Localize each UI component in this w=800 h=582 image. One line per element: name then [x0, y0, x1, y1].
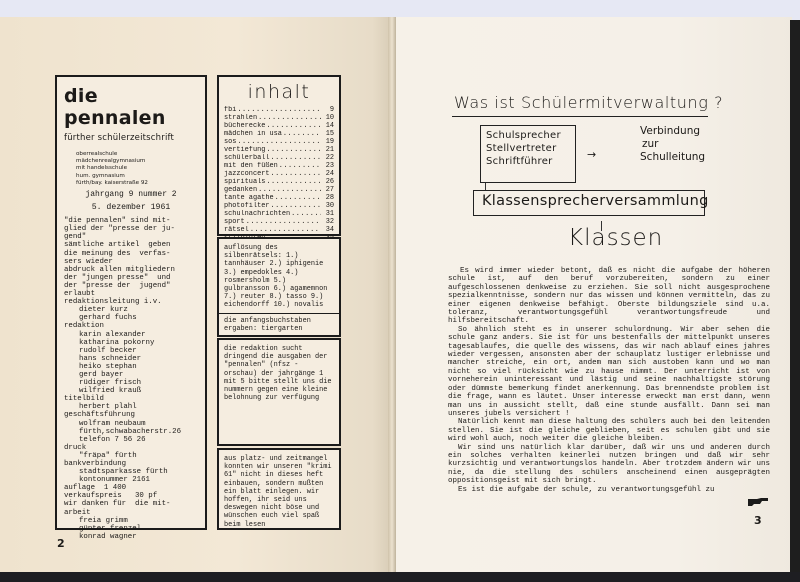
school-list — [76, 151, 198, 187]
credit-line: kontonummer 2161 — [79, 476, 150, 485]
toc-leader-dots — [237, 106, 321, 114]
credit-line: auflage 1 400 — [64, 484, 127, 493]
connection-text: zur — [642, 138, 659, 150]
toc-entry — [224, 170, 334, 178]
toc-leader-dots — [258, 186, 321, 194]
credit-line: der "presse der jugend" — [64, 281, 171, 290]
toc-entry — [224, 218, 334, 226]
toc-entry-page: 14 — [325, 122, 334, 130]
credit-line: verkaufspreis 30 pf — [64, 492, 158, 501]
toc-entry-page: 32 — [325, 218, 334, 226]
credit-line: herbert plahl — [79, 403, 137, 412]
toc-leader-dots — [237, 138, 321, 146]
school-name: mit handelsschule — [76, 165, 128, 172]
divider — [219, 313, 339, 314]
toc-entry-title: jazzconcert — [224, 170, 270, 178]
credit-line: katharina pokorny — [79, 338, 155, 347]
credit-line: wilfried krauß — [79, 387, 142, 396]
credit-line: die meinung des verfas- — [64, 249, 171, 258]
school-leadership-connection — [640, 125, 705, 164]
toc-entry — [224, 106, 334, 114]
toc-entry — [224, 154, 334, 162]
credit-line: karin alexander — [79, 330, 146, 339]
toc-leader-dots — [271, 202, 322, 210]
toc-entry-title: mädchen in usa — [224, 130, 282, 138]
toc-entry-title: schulnachrichten — [224, 210, 291, 218]
table-of-contents — [217, 75, 341, 236]
page-number-right: 3 — [754, 514, 762, 527]
credit-line: gerhard fuchs — [79, 314, 137, 323]
krimi-notice-box — [217, 448, 341, 530]
issue-date: 5. dezember 1961 — [91, 203, 171, 213]
redaktion-notice: die redaktion sucht dringend die ausgaben der "pennalen" (nfsz - orschau) der jahrgänge 1 mit 5 bitte stellt uns die nummern gegen eine kleine belohnung zur verfügung — [224, 345, 332, 403]
article-paragraph: Natürlich kennt man diese haltung des schülers auch bei den leitenden stellen. Sie ist die gleiche geblieben, seit es schulen gibt und sie wird wohl auch, noch weiter die gleiche bleiben. — [448, 418, 770, 444]
toc-entry — [224, 162, 334, 170]
article-paragraph: Es wird immer wieder betont, daß es nicht die aufgabe der höheren schule ist, auf den beruf vorzubereiten, sondern zu einer aufgeschlossenen denkweise zu erziehen. Sie soll nicht ausgesprochene spezialkenntnisse, sondern nur das wissen und können vermitteln, das zu einer eigenen denkweise befähigt. Oberste bildungsziele sind u.a. toleranz, verantwortungsgefühl verantwortungsfreude und hilfsbereitschaft. — [448, 267, 770, 326]
pointing-hand-icon — [748, 498, 768, 506]
credit-line: titelbild — [64, 395, 104, 404]
toc-entry — [224, 178, 334, 186]
credit-line: fürth,schwabacherstr.26 — [79, 427, 182, 436]
toc-entry-page: 15 — [325, 130, 334, 138]
toc-leader-dots — [279, 162, 321, 170]
toc-entry — [224, 202, 334, 210]
masthead-credits — [64, 217, 198, 541]
officer-role: Schriftführer — [486, 156, 553, 167]
credit-line: rüdiger frisch — [79, 379, 142, 388]
credit-line: "die pennalen" sind mit- — [64, 217, 171, 226]
credit-line: günter frenzel — [79, 524, 142, 533]
heading-underline — [452, 116, 708, 117]
article-paragraph: Es ist die aufgabe der schule, zu verantwortungsgefühl zu — [458, 485, 715, 494]
toc-entry-page: 34 — [325, 226, 334, 234]
toc-leader-dots — [266, 178, 321, 186]
toc-entry-title: fbi — [224, 106, 237, 114]
toc-entry-title: vertiefung — [224, 146, 266, 154]
masthead-box — [55, 75, 207, 541]
article-paragraph: Wir sind uns natürlich klar darüber, daß wir uns und anderen durch ein solches verhalten keinerlei nutzen bringen und daß wir sehr kurzsichtig und verantwortungslos handeln. Aber trotzdem ändern wir uns nie, da die stellung des schülers anscheinend einen ausgeprägten oppositionsgeist mit sich bringt. — [448, 443, 770, 486]
toc-entry — [224, 226, 334, 234]
toc-entry-title: photofilter — [224, 202, 270, 210]
toc-leader-dots — [266, 146, 321, 154]
credit-line: geschäftsführung — [64, 411, 135, 420]
credit-line: glied der "presse der ju- — [64, 225, 175, 234]
toc-leader-dots — [291, 210, 321, 218]
credit-line: gerd bayer — [79, 370, 124, 379]
toc-entry-title: mit den füßen — [224, 162, 278, 170]
silbenraetsel-solution: auflösung des silbenrätsels: 1.) tannhäuser 2.) iphigenie 3.) empedokles 4.) rosmersholm 5.) gulbransson 6.) agamemnon 7.) reuter 8.) tasso 9.) eichendorff 10.) novalis — [224, 244, 328, 310]
credit-line: "fräpa" fürth — [79, 451, 137, 460]
toc-entry-title: bücherecke — [224, 122, 266, 130]
toc-entry-page: 30 — [325, 202, 334, 210]
toc-leader-dots — [283, 130, 321, 138]
credit-line: druck — [64, 443, 87, 452]
toc-leader-dots — [246, 218, 321, 226]
toc-list — [224, 106, 334, 242]
connection-text: Schulleitung — [640, 151, 706, 163]
page-number-left: 2 — [57, 537, 65, 550]
toc-entry-page: 19 — [325, 138, 334, 146]
magazine-subtitle: fürther schülerzeitschrift — [64, 133, 175, 143]
toc-entry-page: 24 — [325, 170, 334, 178]
article-heading: Was ist Schülermitverwaltung ? — [454, 93, 724, 112]
school-name: hum. gymnasium — [76, 172, 125, 179]
credit-line: sers wieder — [64, 257, 113, 266]
connector-line — [485, 183, 486, 190]
toc-entry-title: tante agathe — [224, 194, 274, 202]
credit-line: redaktionsleitung i.v. — [64, 298, 162, 307]
toc-entry — [224, 146, 334, 154]
credit-line: erlaubt — [64, 290, 96, 299]
toc-entry — [224, 130, 334, 138]
credit-line: wir danken für die mit- — [64, 500, 171, 509]
toc-entry-page: 31 — [325, 210, 334, 218]
toc-entry-page: 21 — [325, 146, 334, 154]
redaktion-notice-box — [217, 338, 341, 446]
toc-leader-dots — [275, 194, 321, 202]
credit-line: gend" — [64, 233, 87, 242]
page-edge-bottom — [0, 572, 800, 582]
issue-number: jahrgang 9 nummer 2 — [85, 190, 177, 200]
krimi-notice: aus platz- und zeitmangel konnten wir unseren "krimi 61" nicht in dieses heft einbauen, sondern mußten ein blatt einlegen. wir hoffen, ihr seid uns deswegen nicht böse und wünschen euch viel spaß beim lesen — [224, 455, 332, 529]
toc-entry-page: 27 — [325, 186, 334, 194]
toc-leader-dots — [266, 122, 321, 130]
school-name: mädchenrealgymnasium — [76, 158, 146, 165]
credit-line: hans schneider — [79, 354, 142, 363]
officers-box — [480, 125, 576, 183]
class-rep-assembly-box: Klassensprecherversammlung — [473, 190, 705, 216]
toc-entry — [224, 122, 334, 130]
credit-line: abdruck allen mitgliedern — [64, 265, 175, 274]
toc-title: inhalt — [247, 81, 311, 103]
connection-text: Verbindung — [640, 125, 701, 137]
toc-entry-title: gedanken — [224, 186, 258, 194]
toc-leader-dots — [250, 226, 321, 234]
school-name: oberrealschule — [76, 151, 118, 157]
arrow-right-icon: → — [587, 148, 597, 161]
magazine-title: die pennalen — [64, 85, 166, 129]
book-gutter — [388, 17, 396, 573]
classes-label: Klassen — [568, 225, 664, 251]
credit-line: freia grimm — [79, 516, 128, 525]
credit-line: dieter kurz — [79, 306, 128, 315]
credit-line: redaktion — [64, 322, 104, 331]
article-paragraph: So ähnlich steht es in unserer schulordnung. Wir aber sehen die schule ganz anders. Sie ist für uns bestenfalls der mittelpunkt unseres tagesablaufes, die quelle des wissens, das wir nach ablauf eines jahres wieder vergessen, ansonsten aber der schauplatz lustiger erlebnisse und mancher streiche, ein ort, andem man sich austoben kann und wo man nicht so viel rücksicht wie zu hause nimmt. Der unterricht ist von vorneherein uninteressant und lästig und seine nachhaltigste störung oder dümmste bemerkung findet anerkennung. Das brennendste problem ist die frage, wann es läutet. Unser interesse erweckt man erst dann, wenn man uns in aussicht stellt, daß eine stunde ausfällt. Dann sei man unseres jubels versichert ! — [448, 325, 770, 418]
toc-entry-title: schülerball — [224, 154, 270, 162]
toc-leader-dots — [271, 170, 322, 178]
toc-leader-dots — [258, 114, 321, 122]
article-body — [448, 267, 770, 494]
toc-leader-dots — [271, 154, 322, 162]
credit-line: arbeit — [64, 508, 91, 517]
credit-line: der "jungen presse" und — [64, 273, 171, 282]
toc-entry-page: 23 — [325, 162, 334, 170]
school-name: fürth/bay. kaiserstraße 92 — [76, 179, 148, 186]
toc-entry-page: 28 — [325, 194, 334, 202]
toc-entry-page: 22 — [325, 154, 334, 162]
page-edge — [790, 20, 800, 572]
toc-entry — [224, 210, 334, 218]
silbenraetsel-solution-box — [217, 237, 341, 337]
toc-entry-page: 9 — [329, 106, 334, 114]
credit-line: bankverbindung — [64, 460, 127, 469]
toc-entry-page: 10 — [325, 114, 334, 122]
credit-line: wolfram neubaum — [79, 419, 146, 428]
toc-entry-page: 26 — [325, 178, 334, 186]
silbenraetsel-initials: die anfangsbuchstaben ergaben: tiergarten — [224, 316, 311, 333]
credit-line: sämtliche artikel geben — [64, 241, 171, 250]
credit-line: heiko stephan — [79, 362, 137, 371]
toc-entry — [224, 186, 334, 194]
officer-role: Schulsprecher — [486, 130, 561, 141]
toc-entry-title: strahlen — [224, 114, 258, 122]
toc-entry — [224, 114, 334, 122]
toc-entry-title: rätsel — [224, 226, 249, 234]
credit-line: konrad wagner — [79, 532, 137, 541]
toc-entry — [224, 138, 334, 146]
toc-entry-title: sos — [224, 138, 237, 146]
credit-line: rudolf becker — [79, 346, 137, 355]
credit-line: stadtsparkasse fürth — [79, 468, 168, 477]
toc-entry-title: spirituals — [224, 178, 266, 186]
toc-entry — [224, 194, 334, 202]
credit-line: telefon 7 56 26 — [79, 435, 146, 444]
toc-entry-title: sport — [224, 218, 245, 226]
officer-role: Stellvertreter — [486, 143, 557, 154]
